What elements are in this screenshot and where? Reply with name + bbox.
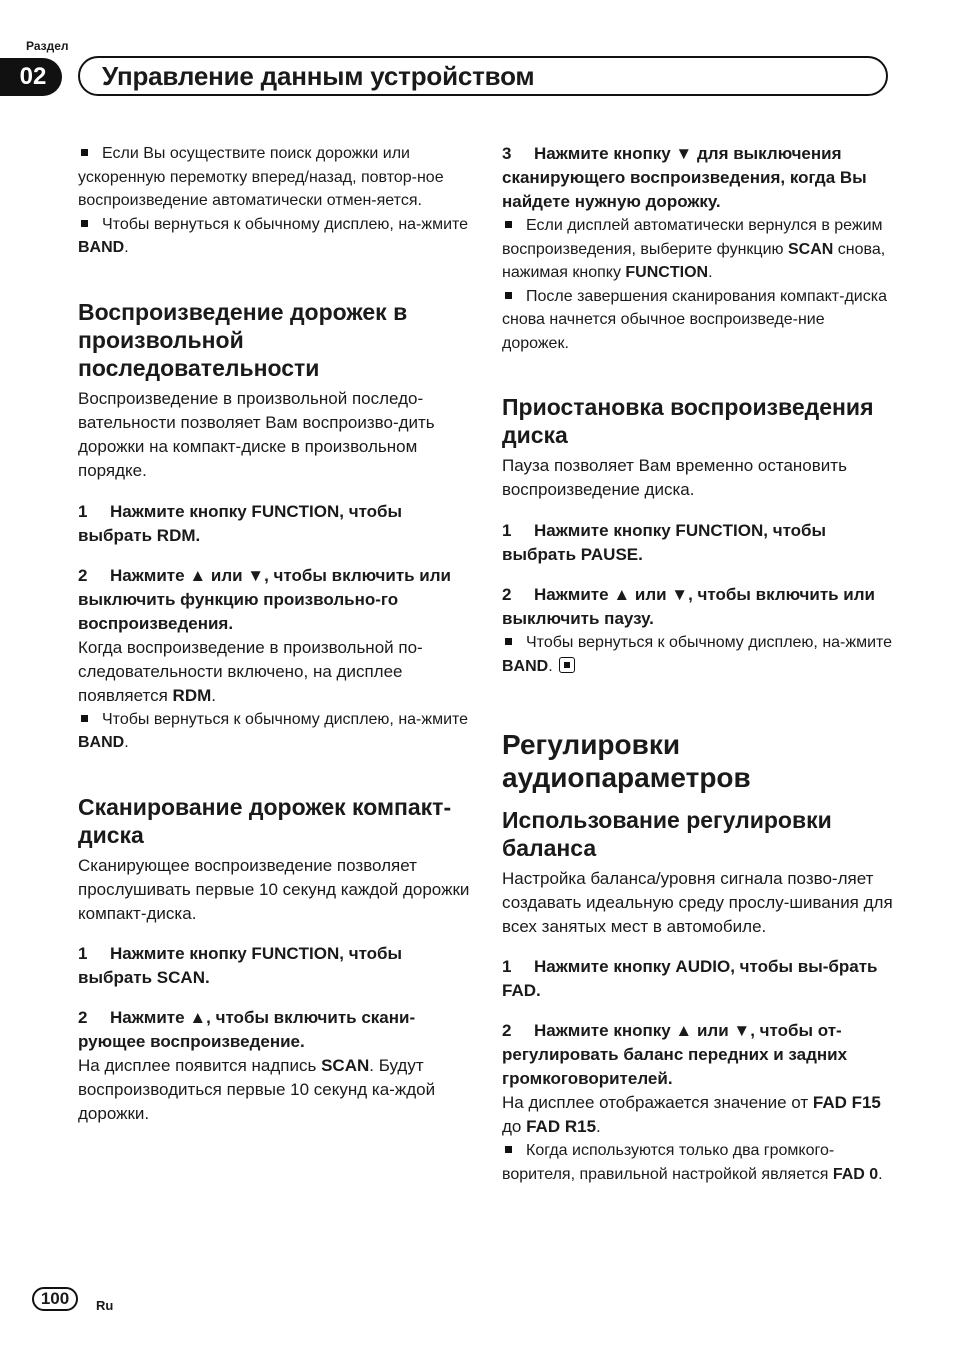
description-text: На дисплее появится надпись bbox=[78, 1055, 322, 1075]
pause-step-2 bbox=[502, 583, 894, 631]
scan-step-1 bbox=[78, 942, 470, 990]
fad-r15-keyword: FAD R15 bbox=[526, 1117, 597, 1136]
end-of-section-icon bbox=[559, 657, 575, 673]
scan-step-3 bbox=[502, 142, 894, 214]
bullet-text: Чтобы вернуться к обычному дисплею, на-жмите bbox=[102, 215, 469, 233]
balance-step-1 bbox=[502, 955, 894, 1003]
bullet-text: Если Вы осуществите поиск дорожки или ускоренную перемотку вперед/назад, повтор-ное воспроизведение автоматически отмен-яется. bbox=[78, 145, 444, 209]
bullet-text: После завершения сканирования компакт-диска снова начнется обычное воспроизведе-ние дорожек. bbox=[502, 287, 887, 352]
chapter-title: Управление данным устройством bbox=[102, 60, 535, 91]
scan-bullet-auto-return: Если дисплей автоматически вернулся в режим воспроизведения, выберите функцию SCAN снова, нажимая кнопку FUNCTION. bbox=[502, 217, 886, 281]
step-text: Нажмите кнопку ▲ или ▼, чтобы от-регулировать баланс передних и задних громкоговорителей. bbox=[502, 1021, 848, 1088]
balance-step-2 bbox=[502, 1019, 894, 1091]
rdm-keyword: RDM bbox=[172, 685, 212, 705]
description-text: Когда воспроизведение в произвольной по-следовательности включено, на дисплее появляется bbox=[78, 637, 423, 705]
step-number: 1 bbox=[78, 501, 88, 521]
chapter-title-box bbox=[78, 56, 888, 96]
step-text: Нажмите ▲ или ▼, чтобы включить или выключить функцию произвольно-го воспроизведения. bbox=[78, 565, 452, 633]
step-text: Нажмите кнопку AUDIO, чтобы вы-брать FAD. bbox=[502, 957, 878, 1000]
band-keyword: BAND bbox=[78, 239, 125, 256]
balance-heading: Использование регулировки баланса bbox=[502, 807, 832, 861]
step-text: Нажмите кнопку FUNCTION, чтобы выбрать RDM. bbox=[78, 501, 403, 545]
step-number: 2 bbox=[502, 585, 512, 604]
step-text: Нажмите ▲ или ▼, чтобы включить или выключить паузу. bbox=[502, 585, 876, 628]
language-code: Ru bbox=[96, 1298, 114, 1313]
step-text: Нажмите кнопку ▼ для выключения сканирующего воспроизведения, когда Вы найдете нужную дорожку. bbox=[502, 144, 867, 211]
step-number: 2 bbox=[78, 1007, 88, 1027]
section-label: Раздел bbox=[26, 39, 69, 53]
chapter-number-badge: 02 bbox=[0, 58, 62, 96]
pause-intro: Пауза позволяет Вам временно остановить воспроизведение диска. bbox=[502, 456, 847, 499]
scan-step-2 bbox=[78, 1006, 470, 1054]
bullet-square-icon bbox=[505, 292, 512, 299]
bullet-seek-note bbox=[78, 142, 470, 213]
step-number: 1 bbox=[502, 521, 512, 540]
band-keyword: BAND bbox=[502, 657, 549, 675]
band-keyword: BAND bbox=[78, 734, 125, 751]
bullet-text: снова, нажимая кнопку bbox=[502, 240, 886, 281]
step-text: Нажмите кнопку FUNCTION, чтобы выбрать SCAN. bbox=[78, 943, 403, 987]
bullet-square-icon bbox=[81, 220, 88, 227]
step-number: 2 bbox=[502, 1021, 512, 1040]
step-number: 3 bbox=[502, 144, 512, 163]
bullet-square-icon bbox=[505, 1146, 512, 1153]
balance-bullet-two-speakers: Когда используются только два громкого-ворителя, правильной настройкой является FAD 0. bbox=[502, 1142, 883, 1183]
bullet-return-display: Чтобы вернуться к обычному дисплею, на-жмите BAND. bbox=[78, 215, 469, 256]
bullet-square-icon bbox=[81, 715, 88, 722]
bullet-text: Чтобы вернуться к обычному дисплею, на-жмите bbox=[102, 710, 469, 728]
bullet-text: Если дисплей автоматически вернулся в режим воспроизведения, выберите функцию bbox=[502, 217, 883, 258]
random-play-intro: Воспроизведение в произвольной последо-вательности позволяет Вам воспроизво-дить дорожки на компакт-диске в произвольном порядке. bbox=[78, 388, 435, 480]
fad-0-keyword: FAD 0 bbox=[832, 1165, 879, 1183]
bullet-text: Когда используются только два громкого-ворителя, правильной настройкой является bbox=[502, 1142, 835, 1183]
random-play-heading: Воспроизведение дорожек в произвольной последовательности bbox=[78, 298, 408, 381]
pause-step-1 bbox=[502, 519, 894, 567]
bullet-text: Чтобы вернуться к обычному дисплею, на-жмите bbox=[526, 634, 893, 651]
random-step-2 bbox=[78, 564, 470, 636]
balance-step-2-description: На дисплее отображается значение от FAD F15 до FAD R15. bbox=[502, 1093, 881, 1136]
scan-bullet-finished bbox=[502, 285, 894, 356]
step-text: Нажмите ▲, чтобы включить скани-рующее воспроизведение. bbox=[78, 1007, 416, 1051]
pause-heading: Приостановка воспроизведения диска bbox=[502, 394, 874, 448]
function-keyword: FUNCTION bbox=[625, 264, 709, 281]
balance-intro: Настройка баланса/уровня сигнала позво-ляет создавать идеальную среду прослу-шивания для всех занятых мест в автомобиле. bbox=[502, 869, 893, 936]
left-column bbox=[78, 142, 470, 1126]
fad-f15-keyword: FAD F15 bbox=[812, 1093, 881, 1112]
description-text: На дисплее отображается значение от bbox=[502, 1093, 813, 1112]
step-number: 2 bbox=[78, 565, 88, 585]
scan-intro: Сканирующее воспроизведение позволяет прослушивать первые 10 секунд каждой дорожки компакт-диска. bbox=[78, 855, 470, 923]
scan-keyword: SCAN bbox=[787, 240, 834, 258]
bullet-square-icon bbox=[505, 221, 512, 228]
page-number: 100 bbox=[32, 1287, 78, 1311]
random-step-2-description: Когда воспроизведение в произвольной по-следовательности включено, на дисплее появляется RDM. bbox=[78, 637, 423, 705]
description-text: до bbox=[502, 1117, 527, 1136]
pause-bullet-return: Чтобы вернуться к обычному дисплею, на-жмите BAND. bbox=[502, 634, 893, 675]
random-bullet-return: Чтобы вернуться к обычному дисплею, на-жмите BAND. bbox=[78, 710, 469, 751]
step-number: 1 bbox=[502, 957, 512, 976]
random-step-1 bbox=[78, 500, 470, 548]
description-text: . Будут воспроизводиться первые 10 секунд ка-ждой дорожки. bbox=[78, 1055, 436, 1123]
scan-keyword: SCAN bbox=[321, 1055, 370, 1075]
bullet-square-icon bbox=[81, 149, 88, 156]
right-column bbox=[502, 142, 894, 1186]
audio-settings-heading: Регулировки аудиопараметров bbox=[502, 729, 751, 793]
step-text: Нажмите кнопку FUNCTION, чтобы выбрать PAUSE. bbox=[502, 521, 827, 564]
bullet-square-icon bbox=[505, 638, 512, 645]
scan-heading: Сканирование дорожек компакт-диска bbox=[78, 793, 452, 848]
scan-step-2-description bbox=[78, 1054, 470, 1126]
step-number: 1 bbox=[78, 943, 88, 963]
